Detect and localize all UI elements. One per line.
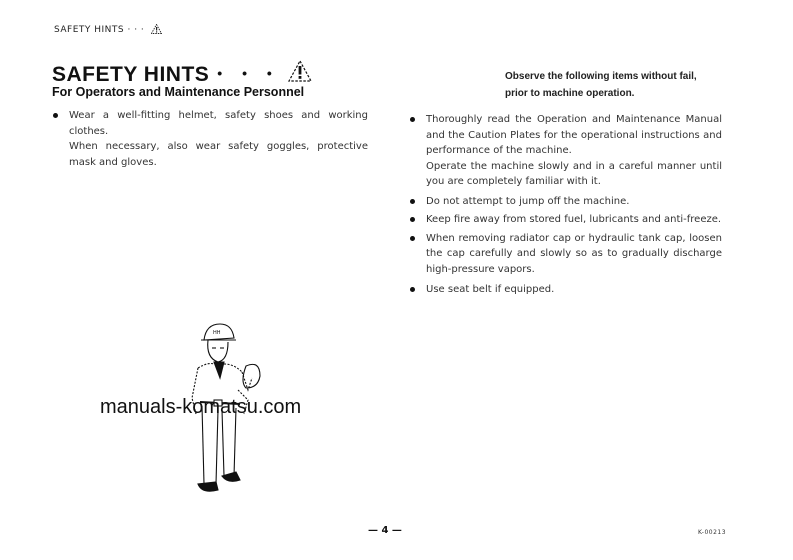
observe-line-1: Observe the following items without fail,: [505, 71, 697, 82]
list-item-text: Do not attempt to jump off the machine.: [426, 195, 630, 207]
document-code: K-00213: [698, 529, 727, 536]
page-subtitle: For Operators and Maintenance Personnel: [52, 85, 305, 99]
list-item: [410, 212, 722, 228]
observe-notice: [505, 68, 697, 102]
list-item-text: Operate the machine slowly and in a careful manner until you are completely familiar with it.: [426, 160, 722, 187]
bullet-icon: [410, 199, 415, 204]
title-dots: • • •: [217, 65, 280, 81]
list-item: [410, 231, 722, 278]
list-item-text: When removing radiator cap or hydraulic tank cap, loosen the cap carefully and slowly so as to gradually discharge high-pressure vapors.: [426, 232, 722, 275]
running-header-title: SAFETY HINTS · · ·: [54, 25, 145, 35]
right-safety-list: [410, 112, 722, 301]
bullet-icon: [410, 217, 415, 222]
left-safety-list: [53, 108, 368, 173]
list-item-text: When necessary, also wear safety goggles, protective mask and gloves.: [69, 141, 368, 168]
running-header: [54, 24, 162, 35]
list-item: [410, 194, 722, 210]
page-number: — 4 —: [368, 525, 402, 536]
list-item-text: Wear a well-fitting helmet, safety shoes and working clothes.: [69, 110, 368, 137]
list-item-text: Use seat belt if equipped.: [426, 284, 555, 295]
bullet-icon: [410, 287, 415, 292]
watermark: manuals-komatsu.com: [100, 396, 302, 418]
svg-text:HH: HH: [213, 330, 221, 336]
warning-triangle-icon: [151, 24, 162, 34]
list-item-text: Keep fire away from stored fuel, lubricants and anti-freeze.: [426, 214, 722, 225]
page-title-text: SAFETY HINTS: [52, 63, 210, 86]
list-item-text: Thoroughly read the Operation and Maintenance Manual and the Caution Plates for the operational instructions and performance of the machine.: [426, 114, 722, 156]
bullet-icon: [410, 117, 415, 122]
list-item: [410, 112, 722, 190]
bullet-icon: [410, 236, 415, 241]
list-item: [53, 108, 368, 170]
list-item: [410, 282, 722, 298]
observe-line-2: prior to machine operation.: [505, 88, 635, 99]
warning-triangle-icon: [288, 60, 312, 82]
page-title: [52, 60, 312, 87]
bullet-icon: [53, 113, 58, 118]
